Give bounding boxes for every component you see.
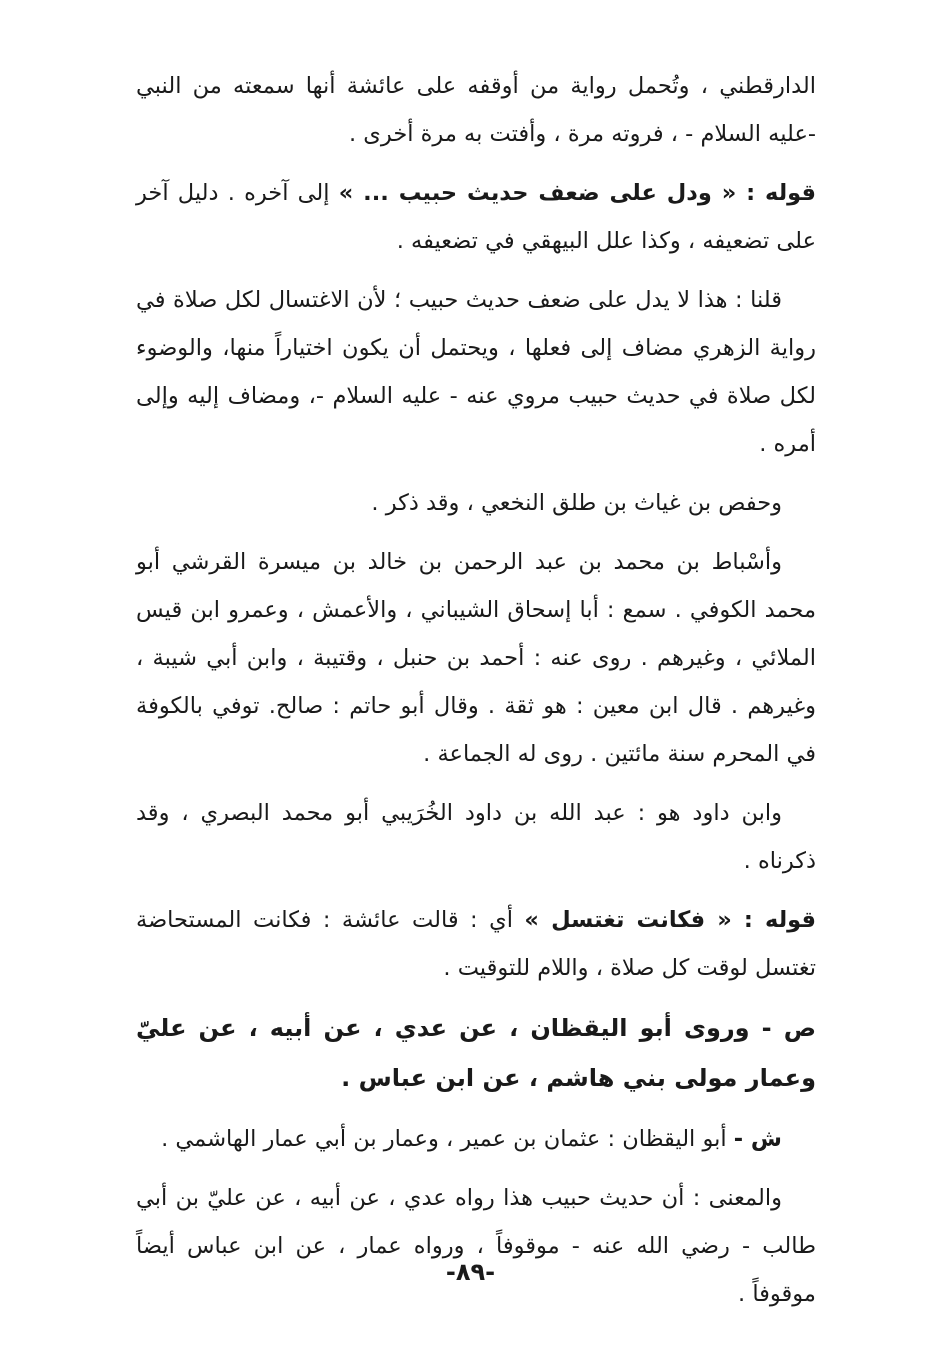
paragraph-6-text: وابن داود هو : عبد الله بن داود الخُرَيبي أبو محمد البصري ، وقد ذكرناه . (136, 800, 816, 874)
paragraph-7 (136, 896, 816, 992)
paragraph-5 (136, 538, 816, 778)
hadith-text: ص - وروى أبو اليقظان ، عن عدي ، عن أبيه ، عن عليّ وعمار مولى بني هاشم ، عن ابن عباس . (136, 1014, 816, 1092)
paragraph-10-text: والمعنى : أن حديث حبيب هذا رواه عدي ، عن أبيه ، عن عليّ بن أبي طالب - رضي الله عنه - موقوفاً ، ورواه عمار ، عن ابن عباس أيضاً موقوفاً . (136, 1185, 816, 1307)
paragraph-6 (136, 789, 816, 885)
paragraph-7-text: أي : قالت عائشة : فكانت المستحاضة تغتسل لوقت كل صلاة ، واللام للتوقيت . (136, 907, 816, 981)
quote-heading-2: قوله : « فكانت تغتسل » (524, 907, 816, 933)
paragraph-4 (136, 479, 816, 527)
paragraph-5-text: وأسْباط بن محمد بن عبد الرحمن بن خالد بن ميسرة القرشي أبو محمد الكوفي . سمع : أبا إسحاق الشيباني ، والأعمش ، وعمرو ابن قيس الملائي ، وغيرهم . روى عنه : أحمد بن حنبل ، وقتيبة ، وابن أبي شيبة ، وغيرهم . قال ابن معين : هو ثقة . وقال أبو حاتم : صالح. توفي بالكوفة في المحرم سنة مائتين . روى له الجماعة . (136, 549, 816, 767)
page-body (136, 62, 816, 1329)
paragraph-10 (136, 1174, 816, 1318)
paragraph-3-text: قلنا : هذا لا يدل على ضعف حديث حبيب ؛ لأن الاغتسال لكل صلاة في رواية الزهري مضاف إلى فعلها ، ويحتمل أن يكون اختياراً منها، والوضوء لكل صلاة في حديث حبيب مروي عنه - عليه السلام -، ومضاف إليه وإلى أمره . (136, 287, 816, 457)
paragraph-4-text: وحفص بن غياث بن طلق النخعي ، وقد ذكر . (371, 490, 782, 516)
quote-heading-1: قوله : « ودل على ضعف حديث حبيب ... » (338, 180, 816, 206)
paragraph-2 (136, 169, 816, 265)
paragraph-2-text: إلى آخره . دليل آخر على تضعيفه ، وكذا علل البيهقي في تضعيفه . (136, 180, 816, 254)
paragraph-1 (136, 62, 816, 158)
hadith-text-paragraph (136, 1003, 816, 1103)
sharh-marker: ش - (733, 1126, 782, 1152)
page-number: -٨٩- (445, 1258, 496, 1286)
paragraph-3 (136, 276, 816, 468)
paragraph-9 (136, 1115, 816, 1163)
paragraph-1-text: الدارقطني ، وتُحمل رواية من أوقفه على عائشة أنها سمعته من النبي -عليه السلام - ، فروته مرة ، وأفتت به مرة أخرى . (136, 73, 816, 147)
paragraph-9-text: أبو اليقظان : عثمان بن عمير ، وعمار بن أبي عمار الهاشمي . (161, 1126, 734, 1152)
